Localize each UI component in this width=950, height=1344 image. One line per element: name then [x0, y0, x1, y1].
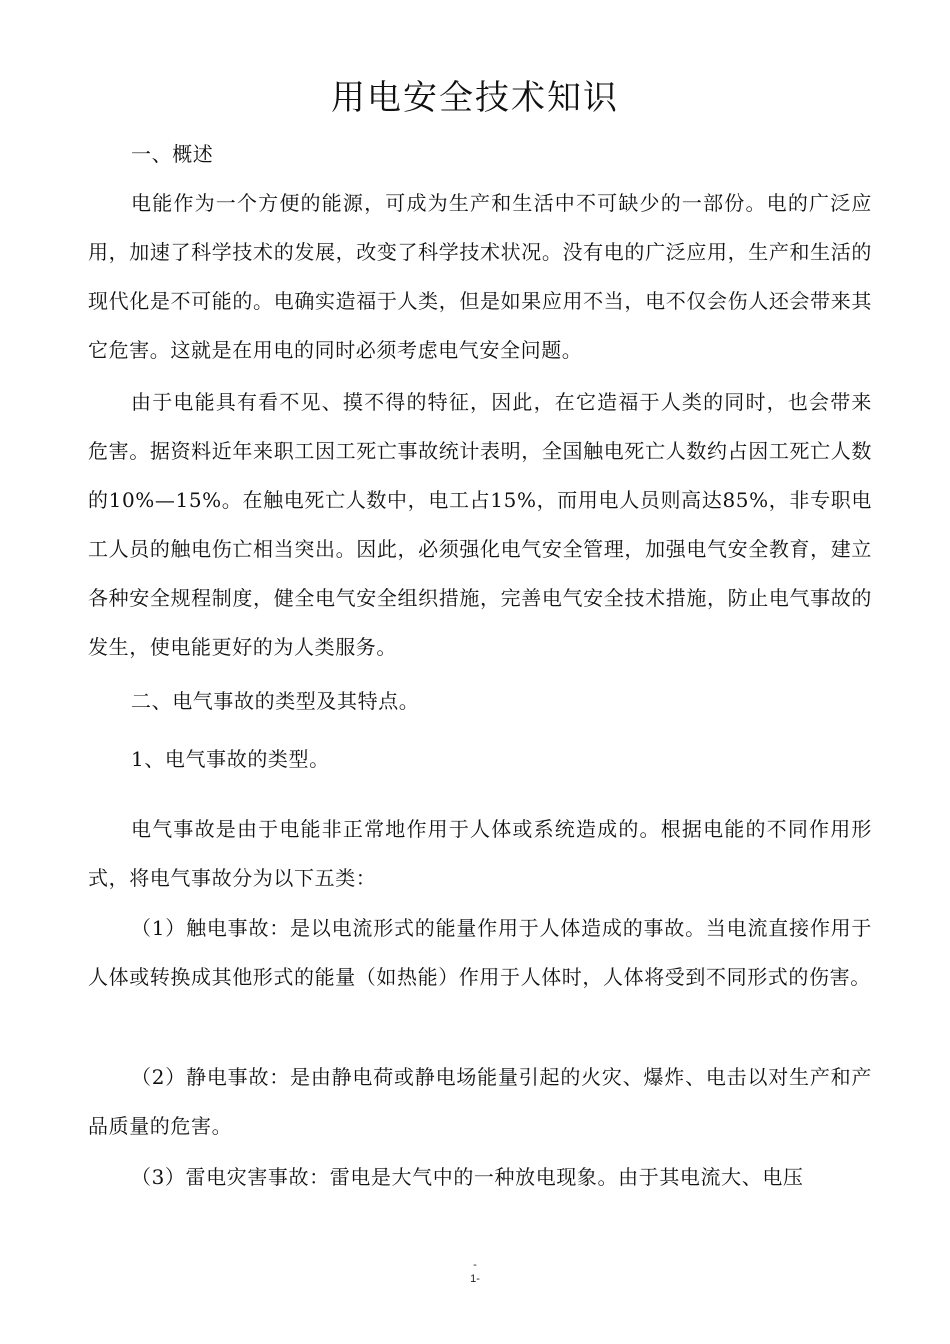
- list-item: （3）雷电灾害事故：雷电是大气中的一种放电现象。由于其电流大、电压: [131, 1165, 804, 1189]
- subsection-heading-types: 1、电气事故的类型。: [131, 747, 330, 771]
- body-paragraph: 电能作为一个方便的能源，可成为生产和生活中不可缺少的一部份。电的广泛应用，加速了科学技术的发展，改变了科学技术状况。没有电的广泛应用，生产和生活的现代化是不可能的。电确实造福于人类，但是如果应用不当，电不仅会伤人还会带来其它危害。这就是在用电的同时必须考虑电气安全问题。: [88, 191, 872, 362]
- footer-dash: -: [473, 1259, 477, 1271]
- list-item: （2）静电事故：是由静电荷或静电场能量引起的火灾、爆炸、电击以对生产和产品质量的危害。: [88, 1065, 872, 1138]
- section-heading-overview: 一、概述: [131, 142, 214, 166]
- section-heading-accident-types: 二、电气事故的类型及其特点。: [131, 689, 420, 713]
- page-number: 1-: [470, 1273, 480, 1285]
- body-paragraph: 电气事故是由于电能非正常地作用于人体或系统造成的。根据电能的不同作用形式，将电气事故分为以下五类：: [88, 817, 872, 890]
- document-title: 用电安全技术知识: [331, 78, 619, 118]
- body-paragraph: 由于电能具有看不见、摸不得的特征，因此，在它造福于人类的同时，也会带来危害。据资料近年来职工因工死亡事故统计表明，全国触电死亡人数约占因工死亡人数的10%—15%。在触电死亡人数中，电工占15%，而用电人员则高达85%，非专职电工人员的触电伤亡相当突出。因此，必须强化电气安全管理，加强电气安全教育，建立各种安全规程制度，健全电气安全组织措施，完善电气安全技术措施，防止电气事故的发生，使电能更好的为人类服务。: [88, 390, 872, 659]
- list-item: （1）触电事故：是以电流形式的能量作用于人体造成的事故。当电流直接作用于人体或转换成其他形式的能量（如热能）作用于人体时，人体将受到不同形式的伤害。: [88, 916, 872, 989]
